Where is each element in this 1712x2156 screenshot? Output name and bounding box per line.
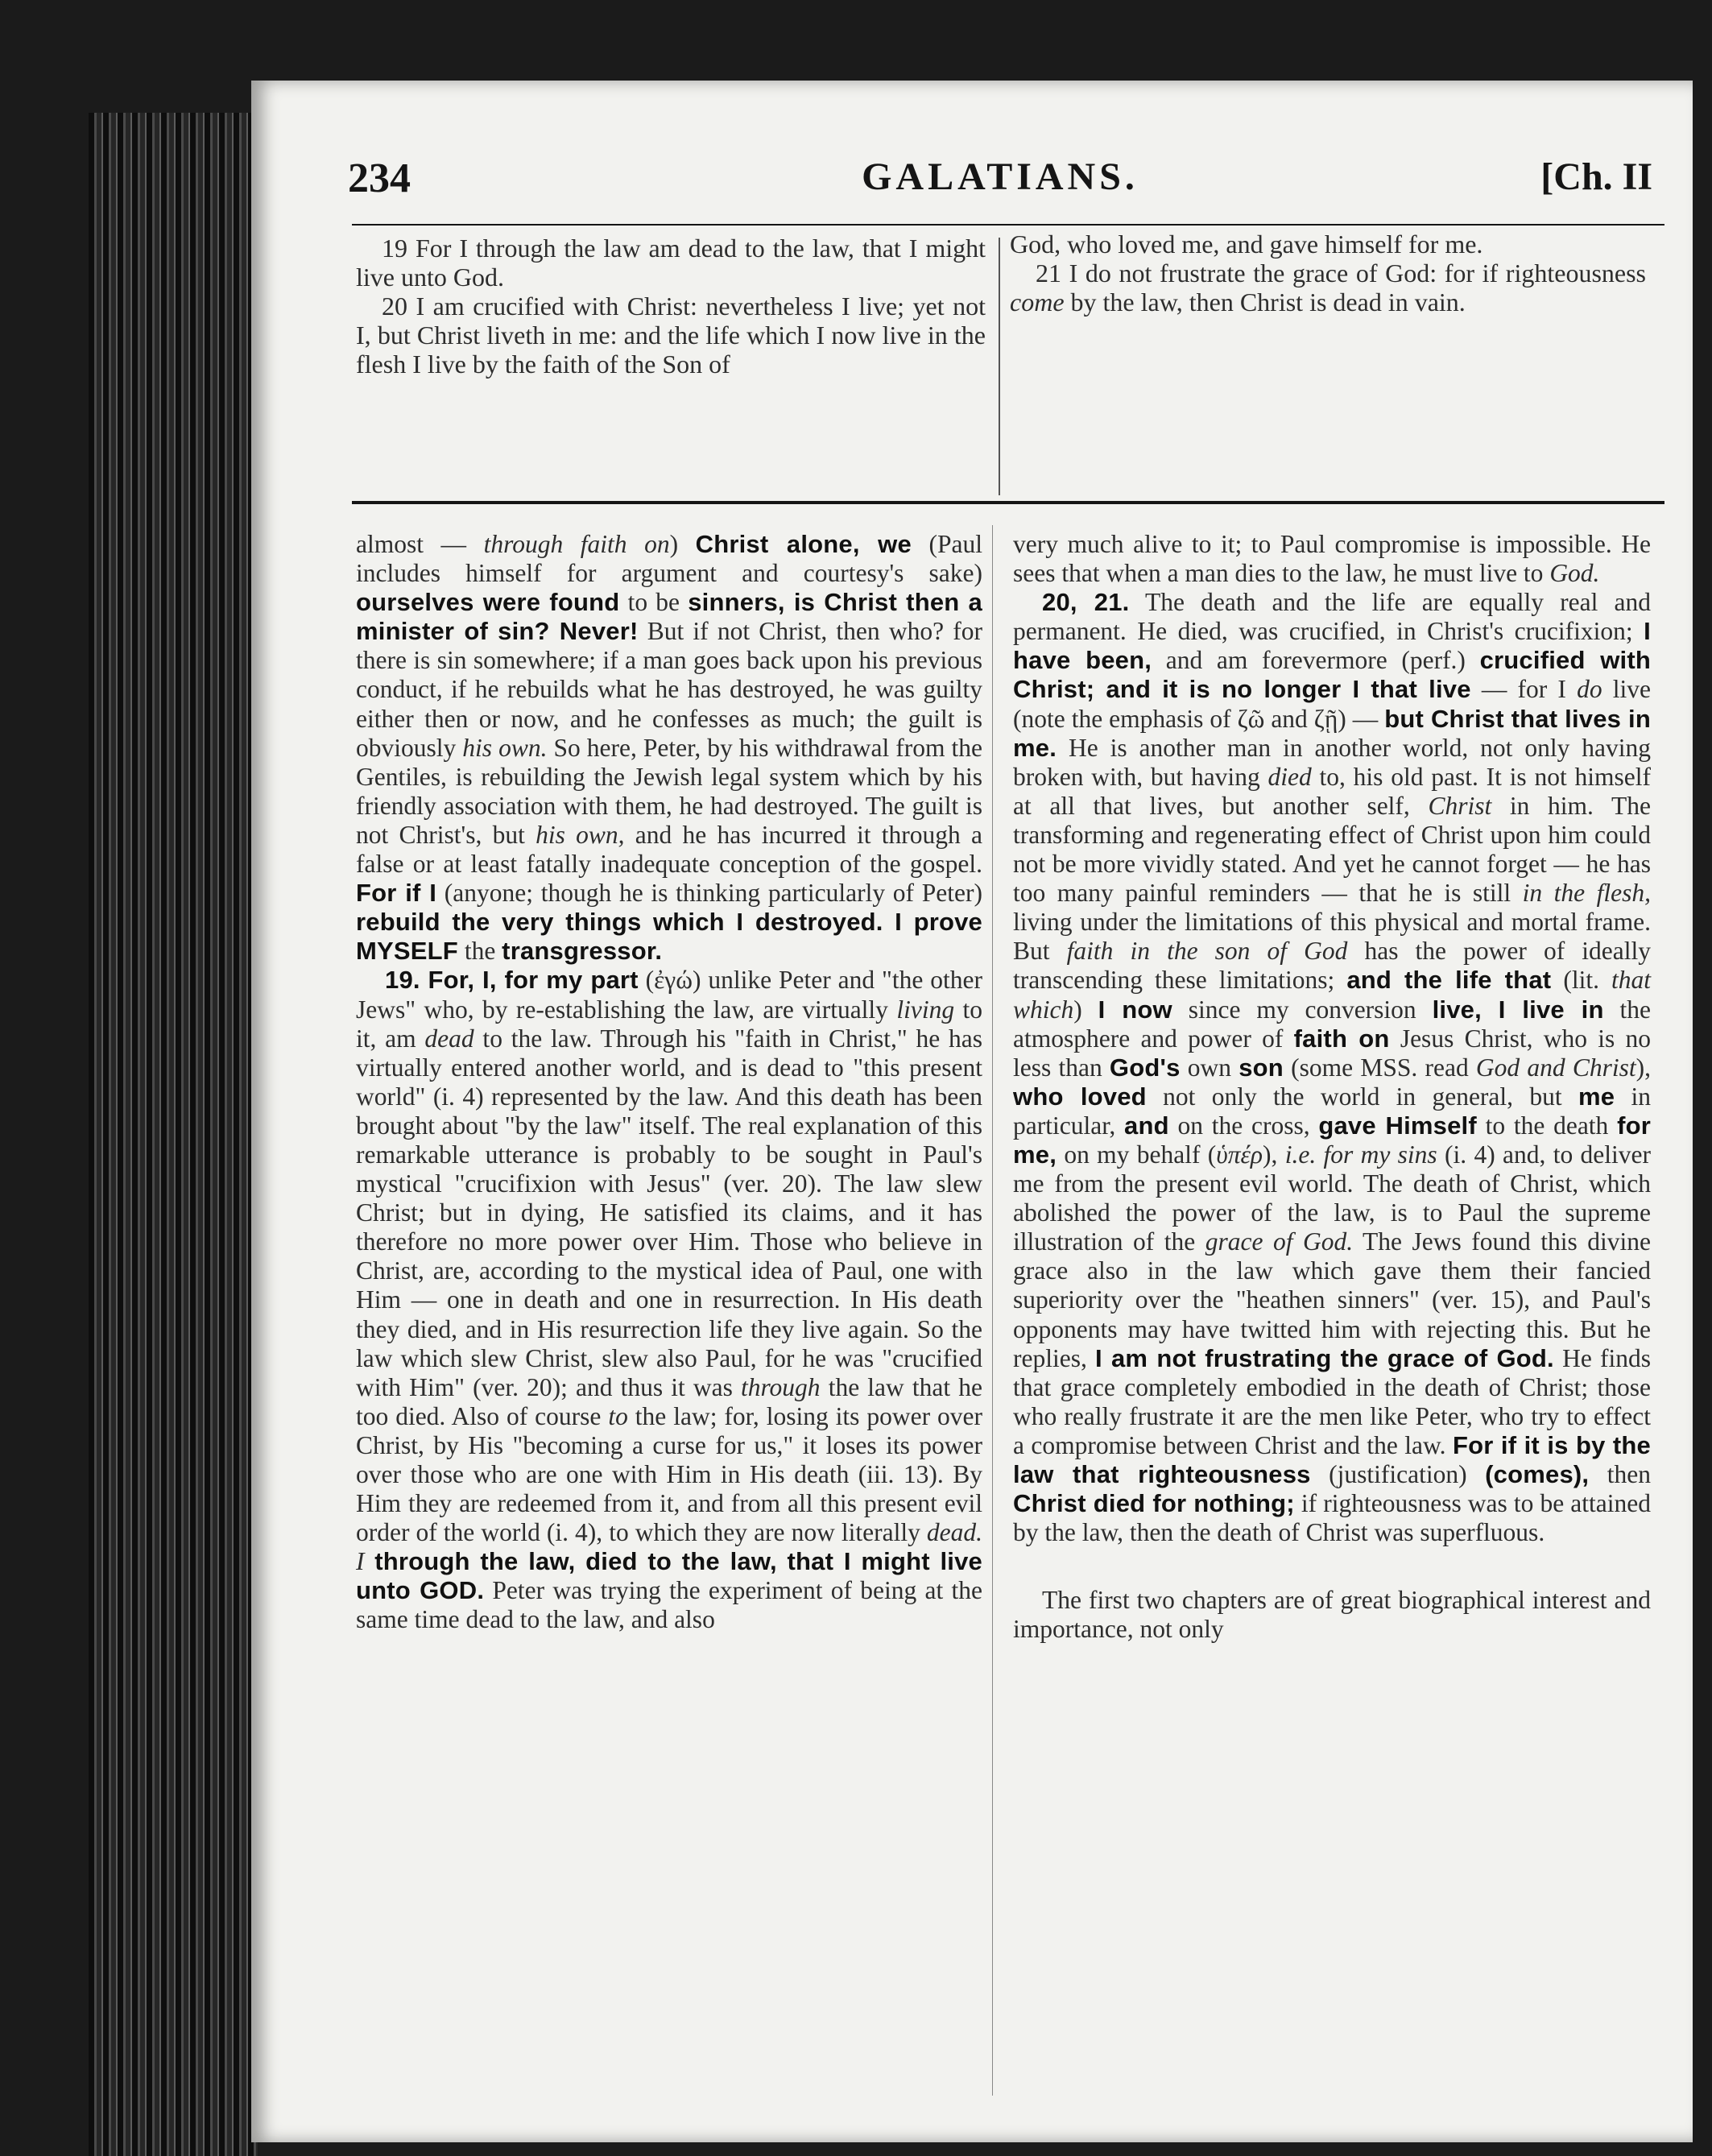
- bold-phrase: (comes),: [1485, 1460, 1590, 1488]
- text-run: (some MSS. read: [1283, 1053, 1476, 1082]
- text-run: since my conversion: [1172, 995, 1433, 1024]
- italic-phrase: his own.: [462, 733, 548, 762]
- bold-phrase: God's: [1109, 1053, 1181, 1082]
- text-run: in him. The transforming and regenerating effect of Christ upon him could not be more vividly stated. And yet he cannot forget — he has too many painful reminders — that he is still: [1013, 791, 1651, 908]
- verses-right-column: [1010, 230, 1646, 317]
- italic-phrase: in the flesh,: [1522, 879, 1652, 908]
- text-run: if righteousness was to be attained by the law, then the death of Christ was superfluous.: [1013, 1489, 1651, 1547]
- italic-phrase: God.: [1549, 559, 1600, 588]
- bold-phrase: but Christ that lives in me.: [1013, 704, 1651, 762]
- text-run: almost —: [356, 530, 484, 558]
- text-run: Jesus Christ, who is no less than: [1013, 1024, 1651, 1082]
- text-run: He finds that grace completely embodied in the death of Christ; those who really frustrate it are the men like Peter, who try to effect a compromise between Christ and the law.: [1013, 1343, 1651, 1459]
- bold-phrase: I now: [1098, 995, 1172, 1024]
- text-run: The death and the life are equally real and permanent. He died, was crucified, in Christ's crucifixion;: [1013, 588, 1651, 646]
- text-run: and am forevermore (perf.): [1152, 646, 1480, 675]
- text-run: (Paul includes himself for argument and courtesy's sake): [356, 530, 982, 588]
- bold-phrase: Christ died for nothing;: [1013, 1489, 1295, 1518]
- bold-phrase: I am not frustrating the grace of God.: [1095, 1343, 1554, 1372]
- bold-phrase: for me,: [1013, 1111, 1651, 1169]
- bold-phrase: I have been,: [1013, 617, 1651, 675]
- bold-phrase: who loved: [1013, 1082, 1147, 1111]
- text-run: — for I: [1470, 675, 1578, 704]
- bold-phrase: crucified with Christ; and it is no longer I that live: [1013, 646, 1651, 704]
- italic-phrase: through faith on: [483, 530, 670, 558]
- text-run: has the power of ideally transcending these limitations;: [1013, 937, 1652, 995]
- paragraph: [1013, 588, 1651, 1547]
- book-page: [251, 81, 1693, 2142]
- text-run: (justification): [1310, 1460, 1486, 1488]
- header-rule: [352, 224, 1664, 226]
- text-run: the atmosphere and power of: [1013, 995, 1651, 1053]
- text-run: (lit.: [1551, 966, 1611, 995]
- verses-left-column: [356, 234, 986, 379]
- verse-body: God, who loved me, and gave himself for me.: [1010, 230, 1483, 259]
- bold-phrase: 19. For, I, for my part: [385, 966, 639, 995]
- bold-phrase: transgressor.: [502, 937, 663, 966]
- text-run: on the cross,: [1168, 1111, 1319, 1140]
- bold-phrase: 20, 21.: [1042, 588, 1130, 617]
- text-run: and he has incurred it through a false or at least fatally inadequate conception of the gospel.: [356, 820, 983, 879]
- text-run: on my behalf (: [1057, 1140, 1217, 1169]
- verse-text: [1010, 230, 1646, 317]
- bold-phrase: For if I: [356, 879, 437, 908]
- bold-phrase: rebuild the very things which I destroyed. I prove MYSELF: [356, 908, 982, 966]
- verse-body: by the law, then Christ is dead in vain.: [1064, 288, 1466, 317]
- text-run: the law that he too died. Also of course: [356, 1372, 983, 1430]
- italic-phrase: that which: [1013, 966, 1652, 1024]
- text-run: ): [669, 530, 696, 558]
- bold-phrase: sinners, is Christ then a minister of sin? Never!: [356, 588, 982, 646]
- page-header: [348, 155, 1652, 211]
- italic-phrase: ὑπέρ: [1216, 1140, 1263, 1169]
- commentary-column-divider: [992, 525, 993, 2096]
- text-run: live (note the emphasis of ζῶ and ζῇ) —: [1013, 675, 1651, 733]
- text-run: very much alive to it; to Paul compromise is impossible. He sees that when a man dies to the law, he must live to: [1013, 530, 1651, 588]
- verse-number: 19: [356, 234, 416, 263]
- text-run: The Jews found this divine grace also in the law which gave them their fancied superiority over the "heathen sinners" (ver. 15), and Paul's opponents may have twitted him with rejecting this. But he replies,: [1013, 1227, 1651, 1372]
- italic-phrase: God and Christ: [1475, 1053, 1636, 1082]
- text-run: ): [1073, 995, 1098, 1024]
- italic-phrase: dead.: [926, 1518, 982, 1547]
- paragraph: The first two chapters are of great biographical interest and importance, not only: [1013, 1586, 1651, 1644]
- bold-phrase: live, I live in: [1432, 995, 1604, 1024]
- text-run: to it, am: [356, 995, 982, 1053]
- text-run: So here, Peter, by his withdrawal from the Gentiles, is rebuilding the Jewish legal system which by his friendly association with them, he had destroyed. The guilt is not Christ's, but: [356, 733, 982, 849]
- italic-phrase: Christ: [1428, 791, 1492, 820]
- italic-phrase: I: [356, 1547, 365, 1576]
- text-run: to the law. Through his "faith in Christ," he has virtually entered another world, and is dead to "this present world" (i. 4) represented by the law. And this death has been brought about "by the law" itself. The real explanation of this remarkable utterance is probably to be sought in Paul's mystical "crucifixion with Jesus" (ver. 20). The law slew Christ; but in dying, He satisfied its claims, and it has therefore no more power over Him. Those who believe in Christ, are, according to the mystical idea of Paul, one with Him — one in death and one in resurrection. In His death they died, and in His resurrection life they live again. So the law which slew Christ, slew also Paul, for he was "crucified with Him" (ver. 20); and thus it was: [356, 1024, 982, 1401]
- text-run: the law; for, losing its power over Christ, by His "becoming a curse for us," it loses its power over those who are one with Him in His death (iii. 13). By Him they are redeemed from it, and from all this present evil order of the world (i. 4), to which they are now literally: [356, 1401, 982, 1547]
- text-run: to, his old past. It is not himself at all that lives, but another self,: [1013, 762, 1651, 820]
- text-run: (anyone; though he is thinking particularly of Peter): [436, 879, 982, 908]
- bold-phrase: and: [1124, 1111, 1169, 1140]
- italic-phrase: i.e. for my sins: [1284, 1140, 1437, 1169]
- verse-column-divider: [999, 238, 1000, 495]
- italic-phrase: faith in the son of God: [1066, 937, 1348, 966]
- text-run: to the death: [1476, 1111, 1618, 1140]
- paragraph: [1013, 530, 1651, 588]
- text-run: (ἐγώ) unlike Peter and "the other Jews" who, by re-establishing the law, are virtually: [356, 966, 982, 1024]
- text-run: He is another man in another world, not only having broken with, but having: [1013, 733, 1651, 791]
- italic-phrase: to: [608, 1401, 628, 1430]
- bold-phrase: through the law, died to the law, that I might live unto GOD.: [356, 1547, 982, 1605]
- bold-phrase: son: [1239, 1053, 1284, 1082]
- paragraph: [356, 966, 982, 1634]
- italic-phrase: his own,: [536, 820, 625, 849]
- verse-body: For I through the law am dead to the law, that I might live unto God.: [356, 234, 986, 292]
- italic-phrase: do: [1577, 675, 1602, 704]
- text-run: (i. 4) and, to deliver me from the present evil world. The death of Christ, which abolished the power of the law, is to Paul the supreme illustration of the: [1013, 1140, 1651, 1256]
- bold-phrase: ourselves were found: [356, 588, 620, 617]
- bold-phrase: faith on: [1293, 1024, 1390, 1053]
- text-run: ),: [1263, 1140, 1285, 1169]
- verse-number: 21: [1010, 259, 1069, 288]
- bold-phrase: Christ alone, we: [695, 530, 912, 558]
- bold-phrase: gave Himself: [1318, 1111, 1477, 1140]
- italic-phrase: grace of God.: [1205, 1227, 1354, 1256]
- paragraph: [356, 530, 982, 966]
- italic-phrase: come: [1010, 288, 1065, 317]
- text-run: not only the world in general, but: [1146, 1082, 1578, 1111]
- italic-phrase: living: [896, 995, 955, 1024]
- text-run: the: [457, 937, 502, 966]
- bold-phrase: and the life that: [1346, 966, 1552, 995]
- chapter-label: [Ch. II: [1540, 155, 1652, 198]
- text-run: own: [1180, 1053, 1239, 1082]
- verse-number: 20: [356, 292, 416, 321]
- verse-text: [356, 234, 986, 379]
- verse-body: I am crucified with Christ: nevertheless I live; yet not I, but Christ liveth in me: and the life which I now live in the flesh I live by the faith of the Son of: [356, 292, 986, 379]
- book-edge: [89, 113, 258, 2156]
- paragraph-gap: [1013, 1547, 1651, 1586]
- italic-phrase: died: [1267, 762, 1312, 791]
- text-run: living under the limitations of this physical and mortal frame. But: [1013, 908, 1651, 966]
- verses-rule: [352, 501, 1664, 504]
- bold-phrase: For if it is by the law that righteousness: [1013, 1430, 1651, 1488]
- italic-phrase: dead: [424, 1024, 474, 1053]
- text-run: But if not Christ, then who? for there is sin somewhere; if a man goes back upon his previous conduct, if he rebuilds what he has destroyed, he was guilty either then or now, and he confesses as much; the guilt is obviously: [356, 617, 982, 762]
- verse-body: I do not frustrate the grace of God: for if righteousness: [1069, 259, 1647, 288]
- bold-phrase: me: [1578, 1082, 1615, 1111]
- text-run: then: [1589, 1460, 1651, 1488]
- commentary-left-column: [356, 530, 982, 1635]
- text-run: Peter was trying the experiment of being at the same time dead to the law, and also: [356, 1576, 982, 1634]
- text-run: ),: [1635, 1053, 1652, 1082]
- running-title: GALATIANS.: [862, 155, 1139, 198]
- page-number: 234: [348, 155, 411, 201]
- text-run: to be: [619, 588, 689, 617]
- commentary-right-column: [1013, 530, 1651, 1644]
- italic-phrase: through: [740, 1372, 821, 1401]
- text-run: in particular,: [1013, 1082, 1651, 1140]
